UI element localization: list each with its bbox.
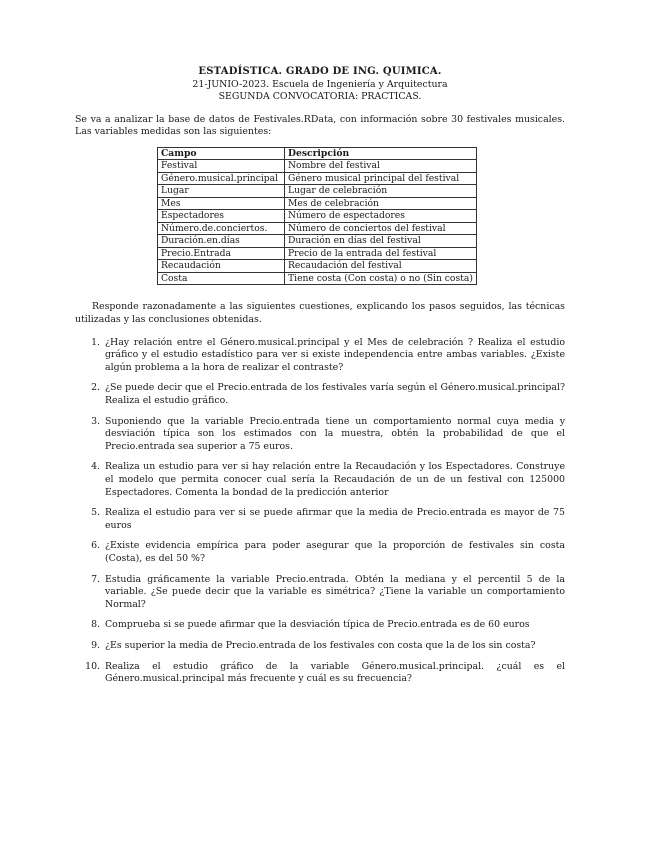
question-item: 8. Comprueba si se puede afirmar que la desviación típica de Precio.entrada es de 60 euros [103, 619, 565, 632]
field-name: Número.de.conciertos. [158, 222, 285, 235]
field-description: Número de conciertos del festival [285, 222, 477, 235]
table-row [158, 247, 477, 260]
variables-table [157, 147, 477, 286]
table-row [158, 235, 477, 248]
question-item: 7. Estudia gráficamente la variable Precio.entrada. Obtén la mediana y el percentil 5 de la variable. ¿Se puede decir que la variable es simétrica? ¿Tiene la variable un comportamiento Normal? [103, 574, 565, 612]
field-description: Recaudación del festival [285, 260, 477, 273]
field-name: Precio.Entrada [158, 247, 285, 260]
table-row [158, 272, 477, 285]
question-item: 10. Realiza el estudio gráfico de la variable Género.musical.principal. ¿cuál es el Género.musical.principal más frecuente y cuál es su frecuencia? [103, 661, 565, 686]
question-item: 3. Suponiendo que la variable Precio.entrada tiene un comportamiento normal cuya media y desviación típica son los estimados con la muestra, obtén la probabilidad de que el Precio.entrada sea superior a 75 euros. [103, 416, 565, 454]
table-row [158, 160, 477, 173]
column-header-descripcion: Descripción [285, 147, 477, 160]
exam-title: ESTADÍSTICA. GRADO DE ING. QUIMICA. [198, 66, 442, 77]
intro-paragraph: Se va a analizar la base de datos de Festivales.RData, con información sobre 30 festivales musicales. Las variables medidas son las siguientes: [75, 113, 565, 138]
question-item: 1. ¿Hay relación entre el Género.musical.principal y el Mes de celebración ? Realiza el estudio gráfico y el estudio estadístico para ver si existe independencia entre ambas variables. ¿Existe algún problema a la hora de realizar el contraste? [103, 337, 565, 375]
question-item: 9. ¿Es superior la media de Precio.entrada de los festivales con costa que la de los sin costa? [103, 640, 565, 653]
field-description: Lugar de celebración [285, 185, 477, 198]
field-description: Género musical principal del festival [285, 172, 477, 185]
field-description: Mes de celebración [285, 197, 477, 210]
questions-list [75, 337, 565, 686]
field-description: Tiene costa (Con costa) o no (Sin costa) [285, 272, 477, 285]
instructions-paragraph: Responde razonadamente a las siguientes cuestiones, explicando los pasos seguidos, las técnicas utilizadas y las conclusiones obtenidas. [75, 301, 565, 326]
question-item: 4. Realiza un estudio para ver si hay relación entre la Recaudación y los Espectadores. Construye el modelo que permita conocer cual sería la Recaudación de un de un festival con 125000 Espectadores. Comenta la bondad de la predicción anterior [103, 461, 565, 499]
field-name: Género.musical.principal [158, 172, 285, 185]
field-description: Duración en días del festival [285, 235, 477, 248]
field-name: Mes [158, 197, 285, 210]
table-row [158, 210, 477, 223]
table-row [158, 260, 477, 273]
question-item: 5. Realiza el estudio para ver si se puede afirmar que la media de Precio.entrada es mayor de 75 euros [103, 507, 565, 532]
exam-date-school: 21-JUNIO-2023. Escuela de Ingeniería y Arquitectura [192, 78, 448, 90]
table-row [158, 185, 477, 198]
table-header-row [158, 147, 477, 160]
question-item: 2. ¿Se puede decir que el Precio.entrada de los festivales varía según el Género.musical.principal? Realiza el estudio gráfico. [103, 382, 565, 407]
field-name: Espectadores [158, 210, 285, 223]
table-row [158, 197, 477, 210]
table-row [158, 222, 477, 235]
field-name: Recaudación [158, 260, 285, 273]
field-name: Lugar [158, 185, 285, 198]
exam-header [75, 66, 565, 104]
field-description: Nombre del festival [285, 160, 477, 173]
field-description: Número de espectadores [285, 210, 477, 223]
question-item: 6. ¿Existe evidencia empírica para poder asegurar que la proporción de festivales sin costa (Costa), es del 50 %? [103, 540, 565, 565]
field-description: Precio de la entrada del festival [285, 247, 477, 260]
field-name: Costa [158, 272, 285, 285]
field-name: Festival [158, 160, 285, 173]
exam-page [75, 66, 565, 694]
field-name: Duración.en.días [158, 235, 285, 248]
exam-session: SEGUNDA CONVOCATORIA: PRACTICAS. [218, 91, 422, 103]
table-row [158, 172, 477, 185]
column-header-campo: Campo [158, 147, 285, 160]
